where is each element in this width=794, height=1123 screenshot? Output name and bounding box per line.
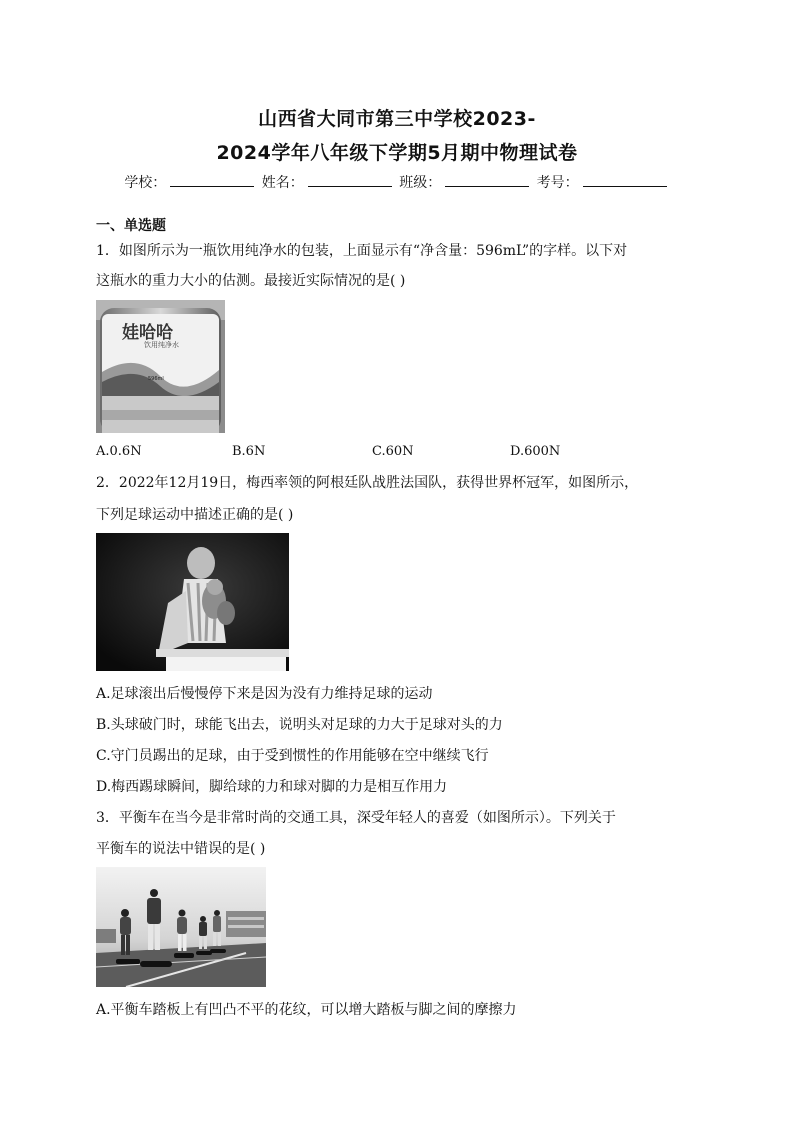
name-blank[interactable] <box>308 171 392 187</box>
exam-title-line-1: 山西省大同市第三中学校2023- <box>258 108 536 130</box>
question-1-option-c[interactable]: C.60N <box>372 444 414 459</box>
question-1-option-b[interactable]: B.6N <box>232 444 266 459</box>
question-3-line-1: 3．平衡车在当今是非常时尚的交通工具，深受年轻人的喜爱（如图所示）。下列关于 <box>96 810 616 826</box>
question-1-option-d[interactable]: D.600N <box>510 444 561 459</box>
name-label: 姓名： <box>261 175 304 191</box>
class-blank[interactable] <box>445 171 529 187</box>
question-2-line-2: 下列足球运动中描述正确的是( ) <box>96 507 294 523</box>
section-title: 一、单选题 <box>96 218 166 234</box>
question-2-option-b[interactable]: B.头球破门时，球能飞出去，说明头对足球的力大于足球对头的力 <box>96 717 503 733</box>
bottle-brand-text: 娃哈哈 <box>122 323 173 343</box>
bottle-subtitle-text: 饮用纯净水 <box>144 341 179 349</box>
question-2-line-1: 2．2022年12月19日，梅西率领的阿根廷队战胜法国队，获得世界杯冠军，如图所示， <box>96 475 639 491</box>
water-bottle-image <box>96 300 225 433</box>
question-2-option-d[interactable]: D.梅西踢球瞬间，脚给球的力和球对脚的力是相互作用力 <box>96 779 448 795</box>
question-3-option-a[interactable]: A.平衡车踏板上有凹凸不平的花纹，可以增大踏板与脚之间的摩擦力 <box>96 1002 517 1018</box>
messi-trophy-image <box>96 533 289 671</box>
exam-number-label: 考号： <box>536 175 579 191</box>
question-1-option-a[interactable]: A.0.6N <box>96 444 142 459</box>
question-2-option-a[interactable]: A.足球滚出后慢慢停下来是因为没有力维持足球的运动 <box>96 686 433 702</box>
question-1-line-2: 这瓶水的重力大小的估测。最接近实际情况的是( ) <box>96 273 406 289</box>
bottle-volume-text: 596ml <box>148 376 164 382</box>
question-1-line-1: 1．如图所示为一瓶饮用纯净水的包装，上面显示有“净含量：596mL”的字样。以下对 <box>96 243 628 259</box>
class-label: 班级： <box>399 175 442 191</box>
exam-title-line-2: 2024学年八年级下学期5月期中物理试卷 <box>216 142 578 164</box>
balance-scooter-image <box>96 867 266 987</box>
question-2-option-c[interactable]: C.守门员踢出的足球，由于受到惯性的作用能够在空中继续飞行 <box>96 748 489 764</box>
student-info-row <box>0 171 794 192</box>
school-blank[interactable] <box>170 171 254 187</box>
question-3-line-2: 平衡车的说法中错误的是( ) <box>96 841 266 857</box>
school-label: 学校： <box>124 175 167 191</box>
exam-number-blank[interactable] <box>583 171 667 187</box>
